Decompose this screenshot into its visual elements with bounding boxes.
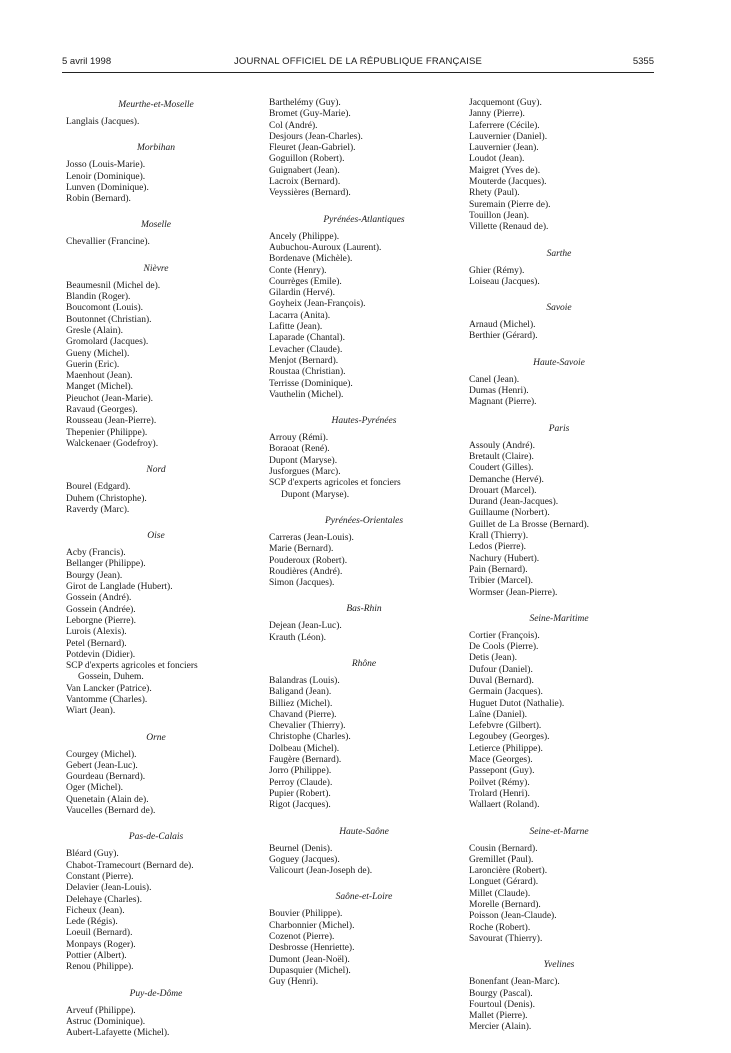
expert-name: Laîne (Daniel). <box>469 709 528 720</box>
expert-list <box>66 1006 246 1040</box>
department-heading: Seine-Maritime <box>529 613 589 624</box>
expert-name: Perroy (Claude). <box>269 777 333 788</box>
expert-name: Gremillet (Paul). <box>469 854 534 865</box>
expert-name: Trolard (Henri). <box>469 788 530 799</box>
expert-name: Jusforgues (Marc). <box>269 467 341 478</box>
expert-name: Nachury (Hubert). <box>469 553 540 564</box>
department-section <box>269 657 459 812</box>
expert-name: Pouderoux (Robert). <box>269 555 348 566</box>
expert-name: Rousseau (Jean-Pierre). <box>66 416 157 427</box>
department-section <box>469 422 649 599</box>
journal-title: JOURNAL OFFICIEL DE LA RÉPUBLIQUE FRANÇAISE <box>233 56 483 67</box>
expert-name: Van Lancker (Patrice). <box>66 683 152 694</box>
department-heading: Bas-Rhin <box>346 604 382 615</box>
expert-name: Pain (Bernard). <box>469 564 528 575</box>
expert-name: Huguet Dutot (Nathalie). <box>469 698 565 709</box>
expert-list <box>469 631 649 812</box>
expert-name: Marie (Bernard). <box>269 544 334 555</box>
expert-name: Dupasquier (Michel). <box>269 965 351 976</box>
expert-name: Veyssières (Bernard). <box>269 188 351 199</box>
expert-name: Bellanger (Philippe). <box>66 559 146 570</box>
department-section <box>66 731 246 818</box>
expert-name: Krauth (Léon). <box>269 632 326 643</box>
department-heading: Hautes-Pyrénées <box>331 416 397 427</box>
expert-name: Bordenave (Michèle). <box>269 254 353 265</box>
expert-name: Girot de Langlade (Hubert). <box>66 582 173 593</box>
department-heading: Moselle <box>140 220 172 231</box>
department-section <box>469 958 649 1033</box>
expert-name: Boucomont (Louis). <box>66 303 144 314</box>
expert-name: Ancely (Philippe). <box>269 231 340 242</box>
department-heading: Pyrénées-Atlantiques <box>323 214 405 225</box>
expert-name: Cortier (François). <box>469 630 540 641</box>
column-2 <box>269 98 459 1002</box>
expert-name: Poisson (Jean-Claude). <box>469 911 557 922</box>
expert-name: De Cools (Pierre). <box>469 642 539 653</box>
expert-name: Pottier (Albert). <box>66 951 127 962</box>
department-section <box>269 213 459 401</box>
expert-name: Poilvet (Rémy). <box>469 777 530 788</box>
expert-name: Ghier (Rémy). <box>469 265 525 276</box>
column-1 <box>66 98 246 1053</box>
department-section <box>269 514 459 589</box>
expert-name: Laferrere (Cécile). <box>469 120 540 131</box>
expert-name: Astruc (Dominique). <box>66 1016 146 1027</box>
expert-name: Lacroix (Bernard). <box>269 177 341 188</box>
department-heading: Nièvre <box>143 263 169 274</box>
expert-name: SCP d'experts agricoles et fonciers <box>269 478 401 489</box>
expert-name: Bléard (Guy). <box>66 849 119 860</box>
expert-name: Pieuchot (Jean-Marie). <box>66 393 154 404</box>
expert-name: Gourdeau (Bernard). <box>66 772 146 783</box>
expert-name: Potdevin (Didier). <box>66 649 136 660</box>
department-section <box>269 414 459 501</box>
expert-list <box>469 441 649 599</box>
expert-name: Dumas (Henri). <box>469 386 529 397</box>
expert-name: Lefebvre (Gilbert). <box>469 721 542 732</box>
expert-name: Guillet de La Brosse (Bernard). <box>469 519 590 530</box>
expert-name: Col (André). <box>269 120 318 131</box>
expert-list <box>66 849 246 973</box>
expert-name: Goguillon (Robert). <box>269 154 345 165</box>
page-number: 5355 <box>632 56 654 67</box>
expert-list <box>66 548 246 717</box>
expert-name: Dupont (Maryse). <box>269 455 338 466</box>
expert-name: Magnant (Pierre). <box>469 397 537 408</box>
expert-name: Renou (Philippe). <box>66 962 134 973</box>
expert-name: Savourat (Thierry). <box>469 933 543 944</box>
expert-name: Terrisse (Dominique). <box>269 378 353 389</box>
department-heading: Seine-et-Marne <box>529 826 589 837</box>
expert-name: Carreras (Jean-Louis). <box>269 532 354 543</box>
expert-list <box>269 98 459 200</box>
expert-name: Mouterde (Jacques). <box>469 177 547 188</box>
expert-name: Wiart (Jean). <box>66 706 116 717</box>
expert-name: Bourgy (Pascal). <box>469 988 533 999</box>
expert-list <box>269 676 459 812</box>
expert-name: Goguey (Jacques). <box>269 854 340 865</box>
expert-list <box>469 320 649 343</box>
expert-name: Gossein, Duhem. <box>78 672 144 683</box>
expert-name: Mace (Georges). <box>469 755 533 766</box>
expert-name: Gossein (Andrée). <box>66 604 136 615</box>
department-heading: Oise <box>147 531 165 542</box>
expert-name: Boraoat (René). <box>269 444 330 455</box>
expert-name: Walckenaer (Godefroy). <box>66 438 159 449</box>
department-section <box>469 247 649 289</box>
expert-list <box>66 117 246 128</box>
expert-name: Cozenot (Pierre). <box>269 932 335 943</box>
department-section <box>66 98 246 128</box>
department-heading: Haute-Savoie <box>533 357 585 368</box>
expert-name: Aubuchou-Auroux (Laurent). <box>269 242 382 253</box>
expert-name: Drouart (Marcel). <box>469 485 537 496</box>
expert-name: Thepenier (Philippe). <box>66 427 148 438</box>
expert-name: Monpays (Roger). <box>66 939 136 950</box>
expert-name: Petel (Bernard). <box>66 638 127 649</box>
expert-name: Menjot (Bernard). <box>269 355 339 366</box>
expert-name: Desjours (Jean-Charles). <box>269 131 363 142</box>
expert-name: Beurnel (Denis). <box>269 843 333 854</box>
department-heading: Pas-de-Calais <box>128 832 184 843</box>
expert-name: Guerin (Eric). <box>66 359 120 370</box>
expert-name: Baligand (Jean). <box>269 687 332 698</box>
expert-list <box>269 909 459 988</box>
department-section <box>269 98 459 200</box>
expert-name: Dufour (Daniel). <box>469 664 533 675</box>
expert-name: Roustaa (Christian). <box>269 367 346 378</box>
expert-list <box>269 533 459 589</box>
expert-name: Gueny (Michel). <box>66 348 130 359</box>
expert-list <box>469 844 649 946</box>
expert-name: Conte (Henry). <box>269 265 327 276</box>
expert-list <box>66 281 246 450</box>
department-section <box>269 890 459 988</box>
expert-name: Billiez (Michel). <box>269 698 333 709</box>
expert-name: Lacarra (Anita). <box>269 310 331 321</box>
expert-name: Gossein (André). <box>66 593 132 604</box>
expert-name: Simon (Jacques). <box>269 578 335 589</box>
expert-name: Chavand (Pierre). <box>269 709 337 720</box>
expert-name: Laparade (Chantal). <box>269 333 345 344</box>
department-section <box>66 463 246 516</box>
expert-name: Dumont (Jean-Noël). <box>269 954 350 965</box>
expert-name: Pupier (Robert). <box>269 788 331 799</box>
expert-name: Roche (Robert). <box>469 922 531 933</box>
expert-name: Chevallier (Francine). <box>66 237 150 248</box>
expert-name: Canel (Jean). <box>469 374 520 385</box>
department-section <box>469 825 649 946</box>
department-heading: Morbihan <box>137 143 175 154</box>
department-section <box>469 356 649 409</box>
department-section <box>469 98 649 234</box>
expert-name: Vantomme (Charles). <box>66 694 148 705</box>
expert-name: Goyheix (Jean-François). <box>269 299 366 310</box>
expert-name: Blandin (Roger). <box>66 292 131 303</box>
department-heading: Rhône <box>351 658 377 669</box>
expert-name: Lafitte (Jean). <box>269 322 323 333</box>
expert-name: Loeuil (Bernard). <box>66 928 133 939</box>
expert-name: Bretault (Claire). <box>469 451 534 462</box>
expert-name: Longuet (Gérard). <box>469 877 539 888</box>
expert-name: Constant (Pierre). <box>66 871 134 882</box>
expert-name: Ficheux (Jean). <box>66 905 125 916</box>
expert-name: Ledos (Pierre). <box>469 542 526 553</box>
department-section <box>269 602 459 644</box>
expert-list <box>66 160 246 205</box>
department-section <box>66 830 246 973</box>
expert-name: Chabot-Tramecourt (Bernard de). <box>66 860 194 871</box>
expert-name: Bouvier (Philippe). <box>269 909 343 920</box>
expert-name: Manget (Michel). <box>66 382 134 393</box>
expert-name: Dupont (Maryse). <box>281 489 350 500</box>
expert-name: Raverdy (Marc). <box>66 504 130 515</box>
expert-name: Bourgy (Jean). <box>66 570 123 581</box>
expert-list <box>66 750 246 818</box>
department-section <box>66 987 246 1040</box>
expert-list <box>469 98 649 234</box>
expert-name: Roudières (André). <box>269 566 343 577</box>
expert-list <box>66 482 246 516</box>
expert-list <box>269 433 459 501</box>
expert-name: Maenhout (Jean). <box>66 371 133 382</box>
department-heading: Nord <box>146 465 166 476</box>
department-heading: Orne <box>146 732 166 743</box>
department-section <box>66 262 246 450</box>
expert-name: Arveuf (Philippe). <box>66 1005 136 1016</box>
expert-name: Aubert-Lafayette (Michel). <box>66 1028 170 1039</box>
expert-list <box>469 375 649 409</box>
expert-name: Dolbeau (Michel). <box>269 743 340 754</box>
expert-list <box>269 232 459 401</box>
expert-name: Jacquemont (Guy). <box>469 98 542 108</box>
expert-name: Wallaert (Roland). <box>469 800 540 811</box>
expert-name: Demanche (Hervé). <box>469 474 544 485</box>
expert-name: Loudot (Jean). <box>469 154 525 165</box>
expert-name: Coudert (Gilles). <box>469 463 534 474</box>
expert-name: Vauthelin (Michel). <box>269 389 344 400</box>
expert-name: Maigret (Yves de). <box>469 165 541 176</box>
department-section <box>66 218 246 248</box>
expert-name: Desbrosse (Henriette). <box>269 943 355 954</box>
expert-name: Acby (Francis). <box>66 548 126 559</box>
expert-name: Janny (Pierre). <box>469 109 525 120</box>
expert-name: Tribier (Marcel). <box>469 576 534 587</box>
expert-name: Langlais (Jacques). <box>66 117 140 127</box>
department-heading: Meurthe-et-Moselle <box>118 100 194 110</box>
expert-list <box>269 844 459 878</box>
expert-name: Passepont (Guy). <box>469 766 535 777</box>
expert-name: Christophe (Charles). <box>269 732 351 743</box>
expert-name: Dejean (Jean-Luc). <box>269 621 342 632</box>
expert-name: Durand (Jean-Jacques). <box>469 497 559 508</box>
expert-name: Krall (Thierry). <box>469 531 529 542</box>
page-header <box>62 56 654 73</box>
expert-list <box>269 621 459 644</box>
expert-name: Legoubey (Georges). <box>469 732 550 743</box>
expert-name: Villette (Renaud de). <box>469 222 549 233</box>
expert-name: Guy (Henri). <box>269 977 319 988</box>
expert-name: Josso (Louis-Marie). <box>66 160 146 171</box>
expert-name: Balandras (Louis). <box>269 675 340 686</box>
expert-name: Duval (Bernard). <box>469 675 534 686</box>
expert-name: Bonenfant (Jean-Marc). <box>469 977 560 988</box>
expert-name: Gresle (Alain). <box>66 325 123 336</box>
expert-list <box>469 266 649 289</box>
expert-name: Duhem (Christophe). <box>66 493 147 504</box>
expert-name: Vaucelles (Bernard de). <box>66 806 156 817</box>
expert-name: Letierce (Philippe). <box>469 743 543 754</box>
expert-name: Gilardin (Hervé). <box>269 288 335 299</box>
expert-name: Lede (Régis). <box>66 917 118 928</box>
expert-name: Gromolard (Jacques). <box>66 337 149 348</box>
expert-name: Charbonnier (Michel). <box>269 920 355 931</box>
department-section <box>469 301 649 343</box>
expert-name: Berthier (Gérard). <box>469 331 538 342</box>
expert-name: Suremain (Pierre de). <box>469 199 551 210</box>
expert-name: Morelle (Bernard). <box>469 900 541 911</box>
department-heading: Savoie <box>546 303 572 314</box>
expert-name: Delavier (Jean-Louis). <box>66 883 152 894</box>
expert-name: Valicourt (Jean-Joseph de). <box>269 866 373 877</box>
department-section <box>66 141 246 205</box>
expert-name: Guillaume (Norbert). <box>469 508 550 519</box>
header-date: 5 avril 1998 <box>62 56 112 67</box>
expert-list <box>469 977 649 1033</box>
expert-name: Laroncière (Robert). <box>469 866 548 877</box>
department-heading: Puy-de-Dôme <box>129 988 183 999</box>
expert-name: Quenetain (Alain de). <box>66 794 149 805</box>
expert-name: Assouly (André). <box>469 440 535 451</box>
expert-name: Fourtoul (Denis). <box>469 999 535 1010</box>
expert-name: Fleuret (Jean-Gabriel). <box>269 143 356 154</box>
expert-name: Oger (Michel). <box>66 783 123 794</box>
department-heading: Sarthe <box>546 248 572 259</box>
department-section <box>269 825 459 878</box>
expert-name: Arrouy (Rémi). <box>269 433 329 444</box>
expert-name: Levacher (Claude). <box>269 344 343 355</box>
expert-name: Touillon (Jean). <box>469 210 530 221</box>
expert-name: Millet (Claude). <box>469 888 531 899</box>
expert-name: Lunven (Dominique). <box>66 182 149 193</box>
expert-name: Mercier (Alain). <box>469 1022 532 1033</box>
department-heading: Saône-et-Loire <box>335 892 393 903</box>
expert-name: Delehaye (Charles). <box>66 894 142 905</box>
expert-name: Rigot (Jacques). <box>269 800 331 811</box>
expert-name: Faugère (Bernard). <box>269 755 342 766</box>
expert-name: Rhety (Paul). <box>469 188 520 199</box>
expert-name: SCP d'experts agricoles et fonciers <box>66 661 198 672</box>
expert-name: Boutonnet (Christian). <box>66 314 152 325</box>
department-section <box>469 612 649 812</box>
expert-name: Ravaud (Georges). <box>66 405 138 416</box>
expert-name: Beaumesnil (Michel de). <box>66 280 161 291</box>
expert-name: Leborgne (Pierre). <box>66 615 136 626</box>
expert-name: Gebert (Jean-Luc). <box>66 760 138 771</box>
expert-name: Bromet (Guy-Marie). <box>269 109 351 120</box>
expert-name: Barthelémy (Guy). <box>269 98 341 108</box>
expert-name: Lauvernier (Jean). <box>469 143 539 154</box>
expert-list <box>66 237 246 248</box>
column-3 <box>469 98 649 1047</box>
department-heading: Paris <box>548 423 570 434</box>
expert-name: Loiseau (Jacques). <box>469 276 540 287</box>
expert-name: Arnaud (Michel). <box>469 320 536 331</box>
expert-name: Germain (Jacques). <box>469 687 543 698</box>
expert-name: Lauvernier (Daniel). <box>469 131 548 142</box>
expert-name: Cousin (Bernard). <box>469 843 538 854</box>
expert-name: Guignabert (Jean). <box>269 165 340 176</box>
department-heading: Haute-Saône <box>339 826 389 837</box>
expert-name: Chevalier (Thierry). <box>269 721 346 732</box>
expert-name: Detis (Jean). <box>469 653 518 664</box>
department-heading: Yvelines <box>543 960 575 971</box>
expert-name: Courgey (Michel). <box>66 749 137 760</box>
expert-name: Jorro (Philippe). <box>269 766 332 777</box>
expert-name: Mallet (Pierre). <box>469 1011 528 1022</box>
expert-name: Bourel (Edgard). <box>66 482 131 493</box>
expert-name: Robin (Bernard). <box>66 194 131 205</box>
expert-name: Courrèges (Emile). <box>269 276 342 287</box>
expert-name: Wormser (Jean-Pierre). <box>469 587 558 598</box>
expert-name: Lurois (Alexis). <box>66 627 127 638</box>
expert-name: Lenoir (Dominique). <box>66 171 146 182</box>
department-section <box>66 529 246 717</box>
department-heading: Pyrénées-Orientales <box>324 515 404 526</box>
